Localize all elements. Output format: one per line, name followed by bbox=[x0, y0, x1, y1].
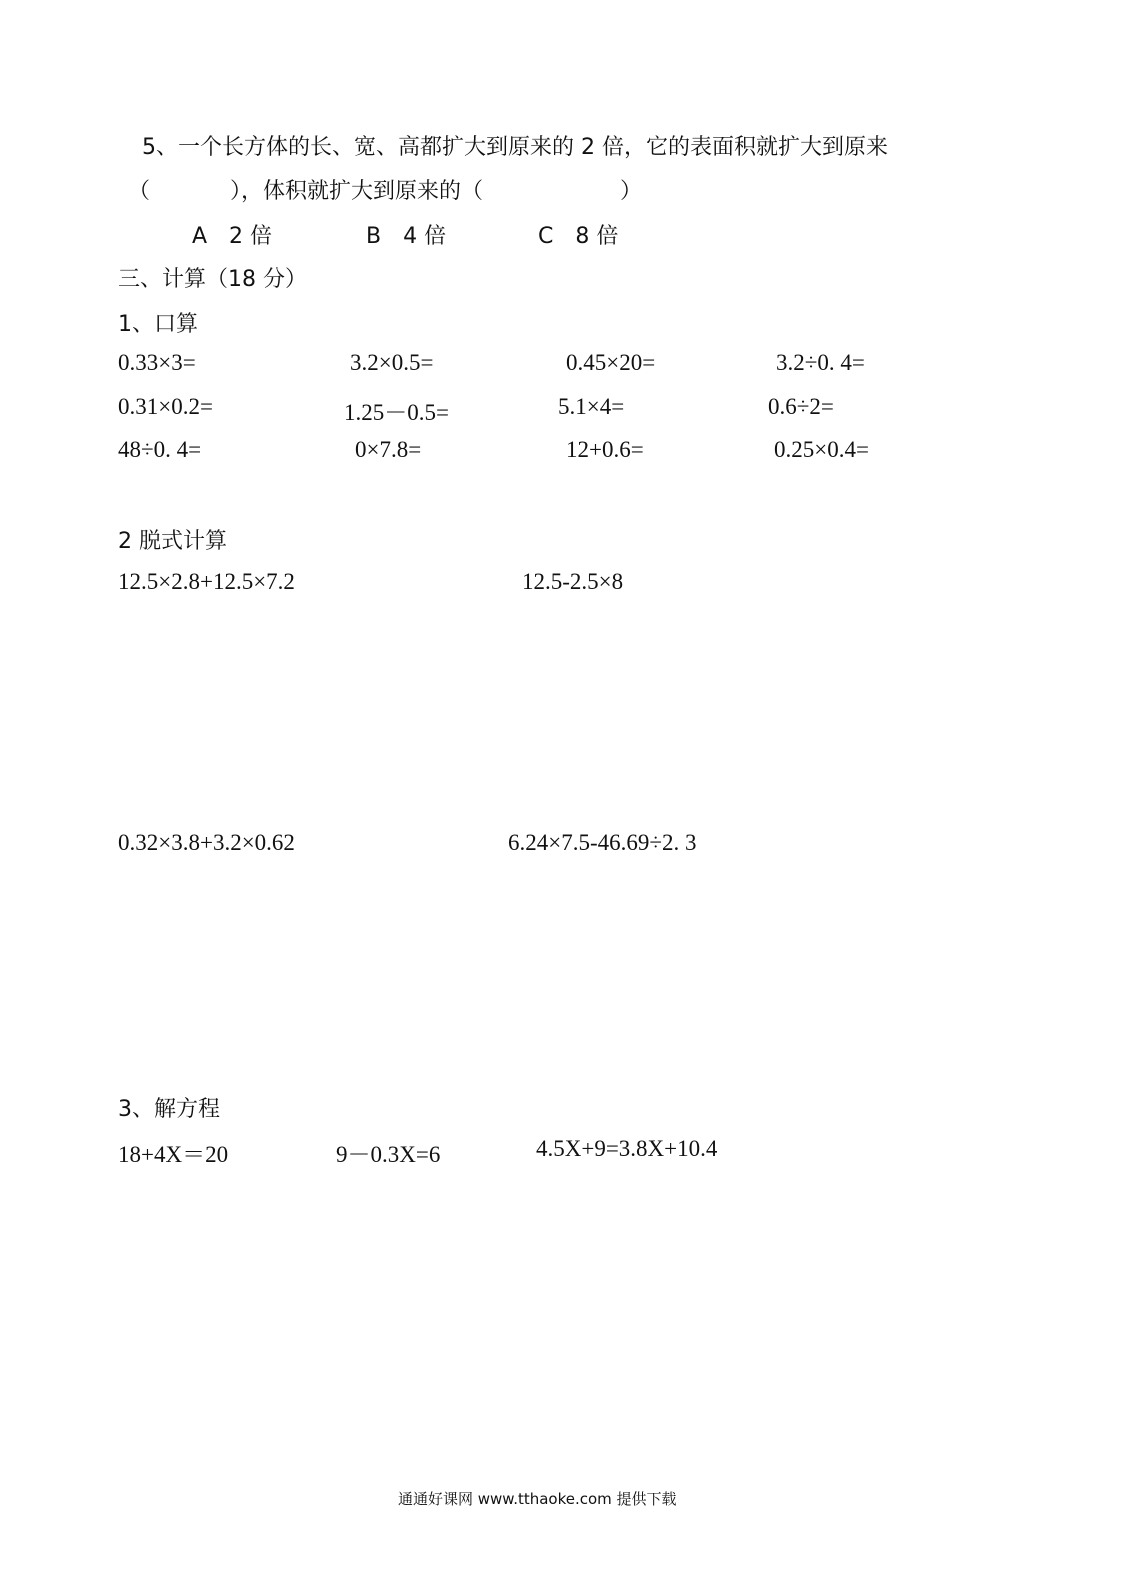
oral-item: 0.6÷2= bbox=[768, 394, 834, 419]
oral-item: 3.2×0.5= bbox=[350, 350, 434, 375]
equations-title: 3、解方程 bbox=[118, 1097, 220, 1122]
blank-open-1: （ bbox=[128, 179, 151, 204]
oral-item: 1.25－0.5= bbox=[344, 400, 449, 425]
equation-item: 9－0.3X=6 bbox=[336, 1142, 441, 1167]
oral-item: 3.2÷0. 4= bbox=[776, 350, 865, 375]
stepwise-item: 6.24×7.5-46.69÷2. 3 bbox=[508, 830, 697, 855]
oral-item: 0×7.8= bbox=[355, 437, 422, 462]
stepwise-item: 12.5-2.5×8 bbox=[522, 569, 624, 594]
oral-calc-title: 1、口算 bbox=[118, 312, 198, 337]
question-5-line2: ），体积就扩大到原来的（ bbox=[230, 179, 484, 204]
stepwise-item: 12.5×2.8+12.5×7.2 bbox=[118, 569, 295, 594]
section-3-title: 三、计算（18 分） bbox=[118, 267, 307, 292]
stepwise-item: 0.32×3.8+3.2×0.62 bbox=[118, 830, 295, 855]
blank-close-2: ） bbox=[620, 179, 643, 204]
oral-item: 5.1×4= bbox=[558, 394, 625, 419]
oral-item: 0.25×0.4= bbox=[774, 437, 869, 462]
option-b: B 4 倍 bbox=[366, 224, 447, 249]
equation-item: 4.5X+9=3.8X+10.4 bbox=[536, 1136, 718, 1161]
oral-item: 48÷0. 4= bbox=[118, 437, 202, 462]
oral-item: 12+0.6= bbox=[566, 437, 644, 462]
stepwise-calc-title: 2 脱式计算 bbox=[118, 529, 227, 554]
oral-item: 0.33×3= bbox=[118, 350, 196, 375]
option-c: C 8 倍 bbox=[538, 224, 619, 249]
question-5-line1: 5、一个长方体的长、宽、高都扩大到原来的 2 倍，它的表面积就扩大到原来 bbox=[142, 135, 888, 160]
oral-item: 0.31×0.2= bbox=[118, 394, 213, 419]
option-a: A 2 倍 bbox=[192, 224, 273, 249]
equation-item: 18+4X＝20 bbox=[118, 1142, 229, 1167]
oral-item: 0.45×20= bbox=[566, 350, 656, 375]
footer-source: 通通好课网 www.tthaoke.com 提供下载 bbox=[398, 1490, 677, 1508]
